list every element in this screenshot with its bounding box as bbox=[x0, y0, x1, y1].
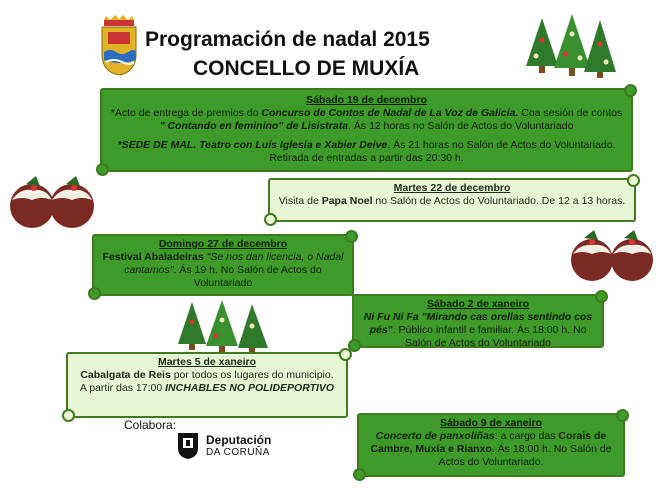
event-19-december bbox=[100, 88, 633, 172]
muxia-coat-of-arms-icon bbox=[98, 14, 140, 76]
event-description: Concerto de panxoliñas: a cargo das Corais de Cambre, Muxía e Rianxo. Ás 18:00 h. No Salón de Actos do Voluntariado. bbox=[370, 430, 612, 468]
event-date: Sábado 19 de decembro bbox=[306, 94, 427, 106]
event-description: Festival Abaladeiras "Se nos dan licencia, o Nadal cantamos". Ás 19 h. No Salón de Actos do Voluntariado bbox=[102, 251, 344, 289]
page-subtitle: CONCELLO DE MUXÍA bbox=[193, 57, 420, 80]
colabora-label: Colabora: bbox=[124, 418, 177, 432]
deputacion-emblem-icon bbox=[176, 430, 200, 460]
event-date: Sábado 2 de xaneiro bbox=[426, 298, 530, 310]
event-2-january bbox=[352, 294, 604, 348]
event-date: Domingo 27 de decembro bbox=[158, 238, 288, 250]
sponsor-name: Deputación bbox=[206, 433, 272, 447]
christmas-pudding-left-icon bbox=[6, 166, 98, 234]
event-description: Cabalgata de Reis por todos os lugares do municipio. bbox=[80, 369, 334, 381]
event-date: Martes 5 de xaneiro bbox=[157, 356, 257, 368]
sponsor-region: DA CORUÑA bbox=[206, 447, 270, 458]
event-22-december bbox=[268, 178, 636, 222]
event-27-december bbox=[92, 234, 354, 296]
christmas-trees-middle-icon bbox=[176, 298, 270, 354]
event-description: *Acto de entrega de premios do Concurso de Contos de Nadal de La Voz de Galicia. Coa sesión de contos " Contando en feminino" de Lisistrata. Ás 12 horas no Salón de Actos do Voluntariado bbox=[110, 107, 623, 132]
page-title: Programación de nadal 2015 bbox=[145, 28, 430, 51]
event-9-january bbox=[357, 413, 625, 477]
event-5-january bbox=[66, 352, 348, 418]
event-description-2: A partir das 17:00 INCHABLES NO POLIDEPORTIVO bbox=[79, 382, 335, 394]
christmas-pudding-right-icon bbox=[566, 222, 658, 284]
event-description-2: *SEDE DE MAL. Teatro con Luís Iglesia e Xabier Deive. Ás 21 horas no Salón de Actos do Voluntariado. Retirada de entradas a partir das 20:30 h. bbox=[117, 139, 616, 164]
event-description: Ni Fu Ni Fa "Mirando cas orellas sentindo cos pés". Público infantil e familiar. Ás 18:00 h. No Salón de Actos do Voluntariado bbox=[363, 311, 593, 349]
event-date: Sábado 9 de xaneiro bbox=[439, 417, 543, 429]
event-description: Visita de Papa Noel no Salón de Actos do Voluntariado. De 12 a 13 horas. bbox=[278, 195, 626, 207]
deputacion-logo bbox=[176, 430, 286, 464]
event-date: Martes 22 de decembro bbox=[393, 182, 511, 194]
christmas-trees-top-icon bbox=[522, 10, 618, 80]
